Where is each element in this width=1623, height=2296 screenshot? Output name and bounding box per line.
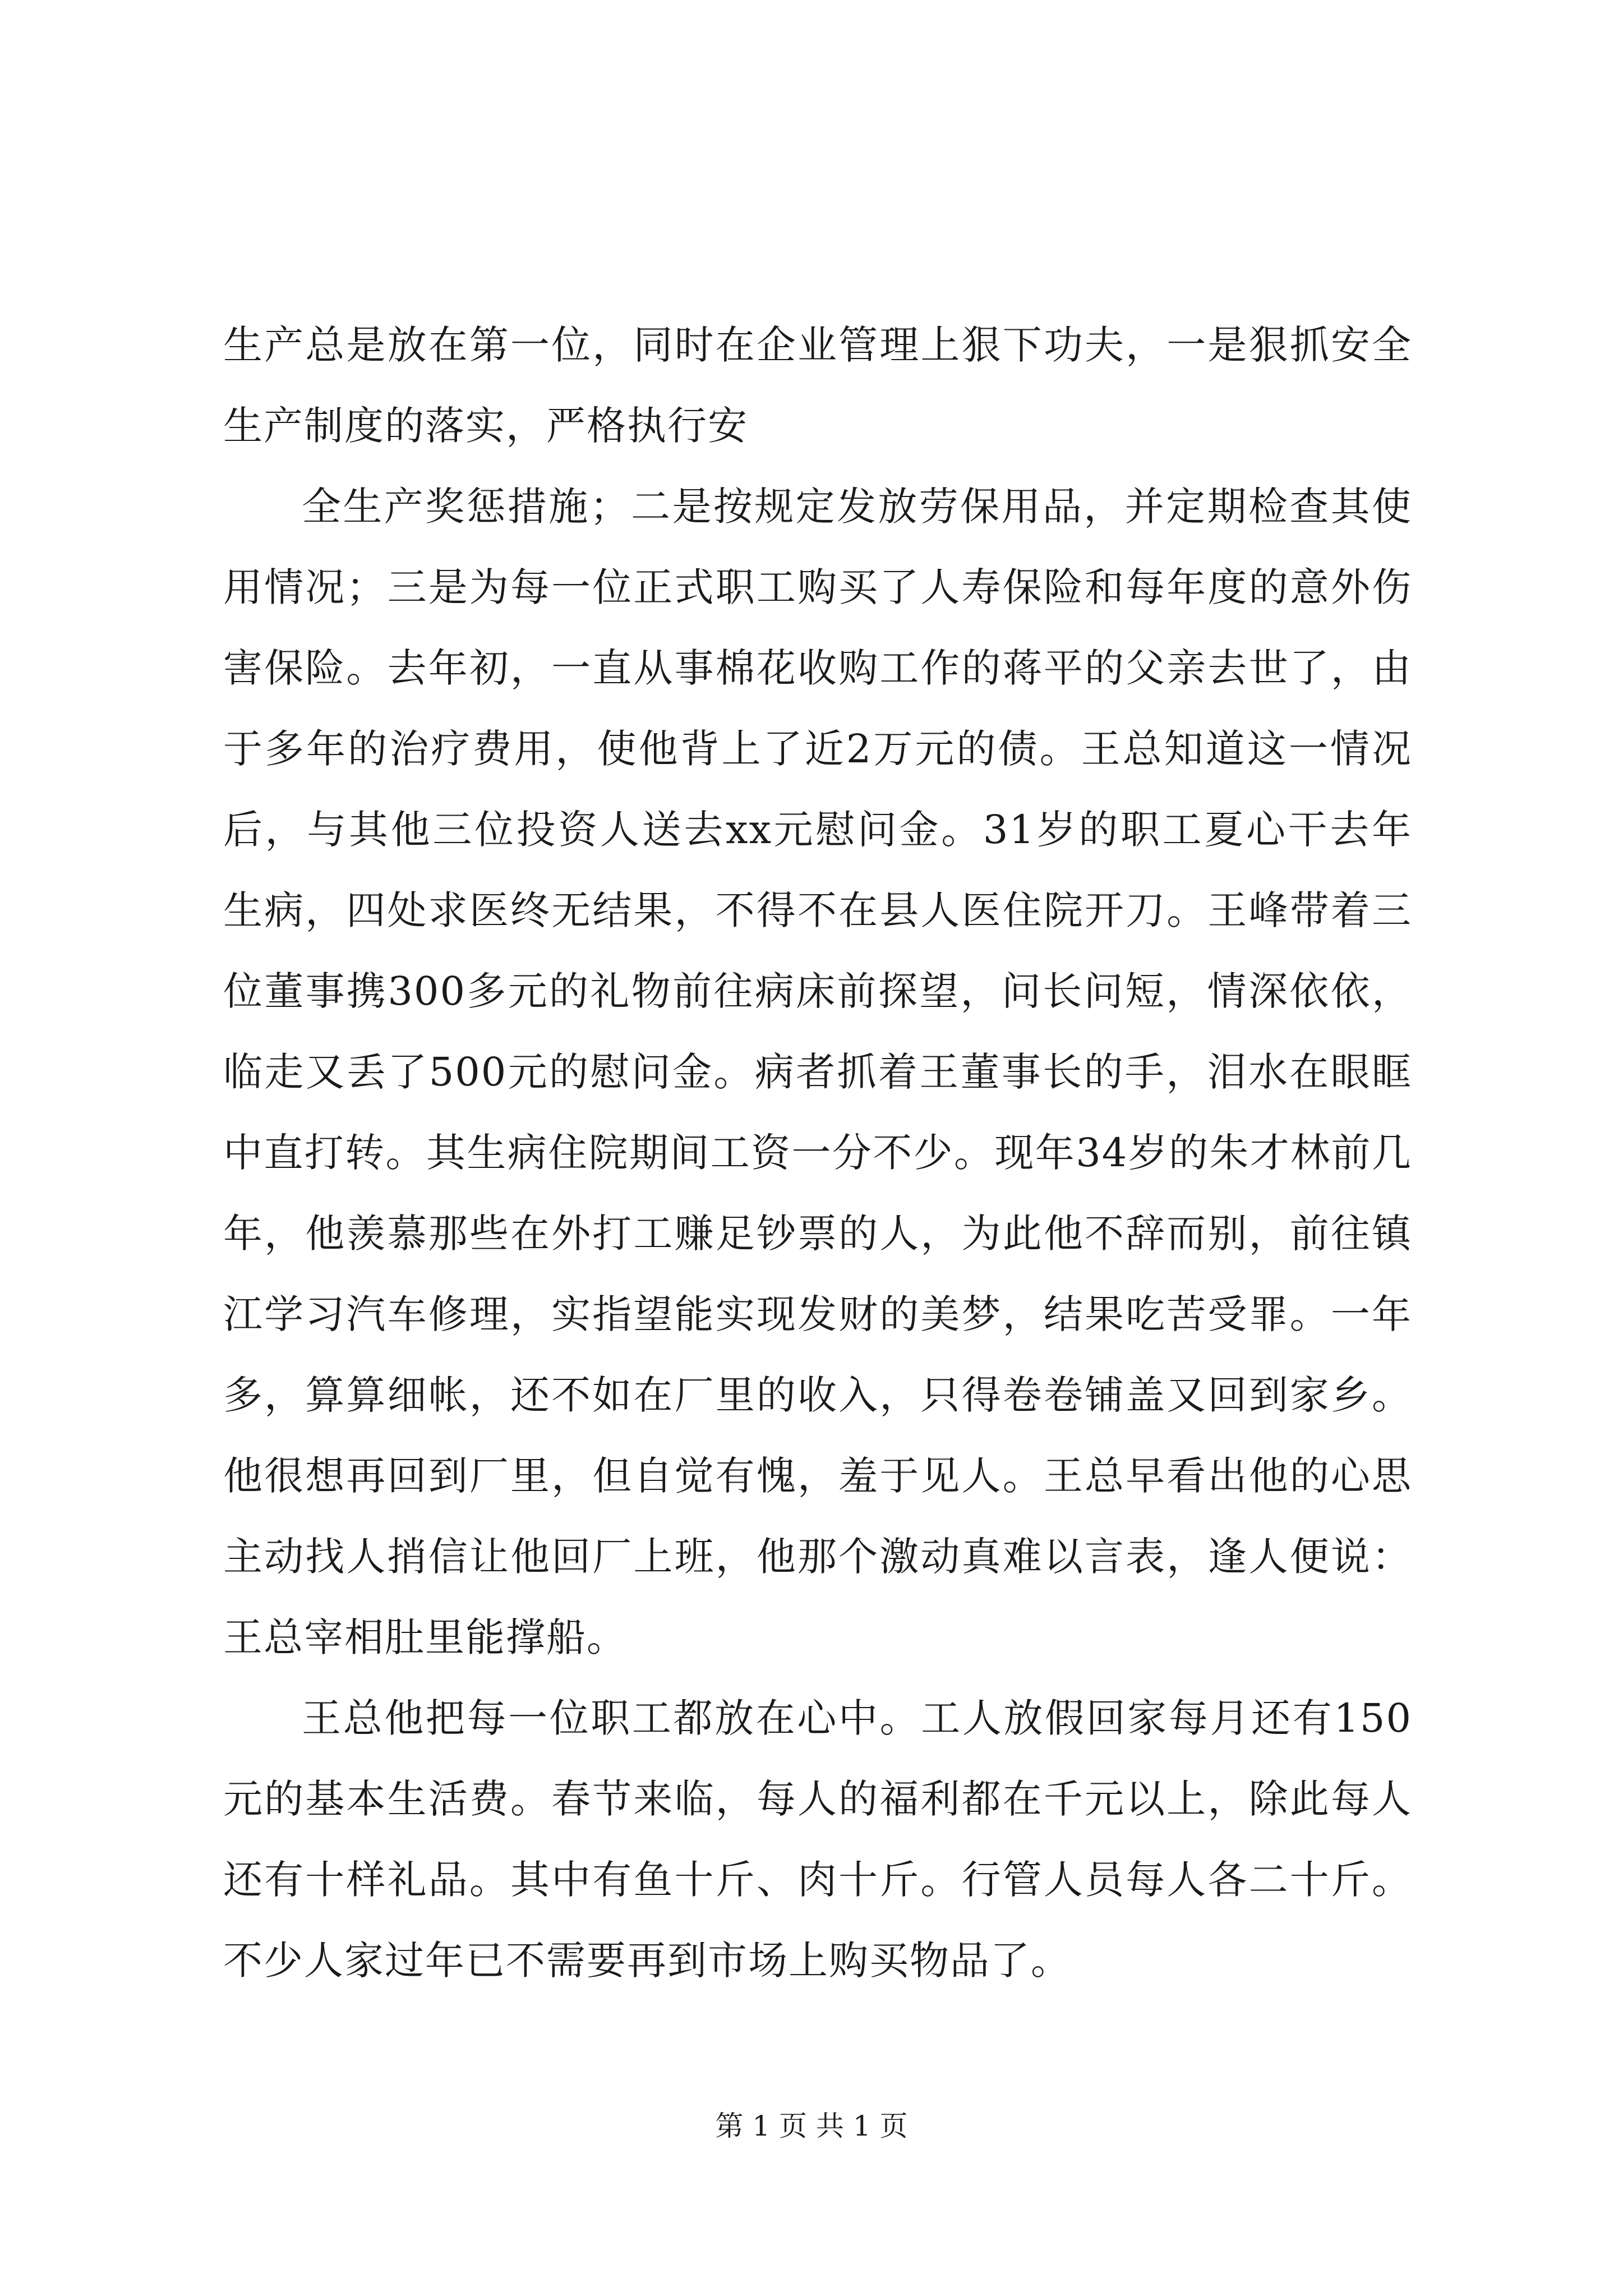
paragraph-2: 全生产奖惩措施；二是按规定发放劳保用品，并定期检查其使用情况；三是为每一位正式职工购买了人寿保险和每年度的意外伤害保险。去年初，一直从事棉花收购工作的蒋平的父亲去世了，由于多年的治疗费用，使他背上了近2万元的债。王总知道这一情况后，与其他三位投资人送去xx元慰问金。31岁的职工夏心干去年生病，四处求医终无结果，不得不在县人医住院开刀。王峰带着三位董事携300多元的礼物前往病床前探望，问长问短，情深依依，临走又丢了500元的慰问金。病者抓着王董事长的手，泪水在眼眶中直打转。其生病住院期间工资一分不少。现年34岁的朱才林前几年，他羡慕那些在外打工赚足钞票的人，为此他不辞而别，前往镇江学习汽车修理，实指望能实现发财的美梦，结果吃苦受罪。一年多，算算细帐，还不如在厂里的收入，只得卷卷铺盖又回到家乡。他很想再回到厂里，但自觉有愧，羞于见人。王总早看出他的心思主动找人捎信让他回厂上班，他那个激动真难以言表，逢人便说：王总宰相肚里能撑船。 [223, 484, 1412, 1660]
paragraph-3: 王总他把每一位职工都放在心中。工人放假回家每月还有150元的基本生活费。春节来临，每人的福利都在千元以上，除此每人还有十样礼品。其中有鱼十斤、肉十斤。行管人员每人各二十斤。不少人家过年已不需要再到市场上购买物品了。 [223, 1695, 1412, 1984]
page-footer: 第 1 页 共 1 页 [715, 2110, 908, 2142]
paragraph-1: 生产总是放在第一位，同时在企业管理上狠下功夫，一是狠抓安全生产制度的落实，严格执行安 [223, 322, 1412, 449]
document-body [223, 305, 1412, 2001]
